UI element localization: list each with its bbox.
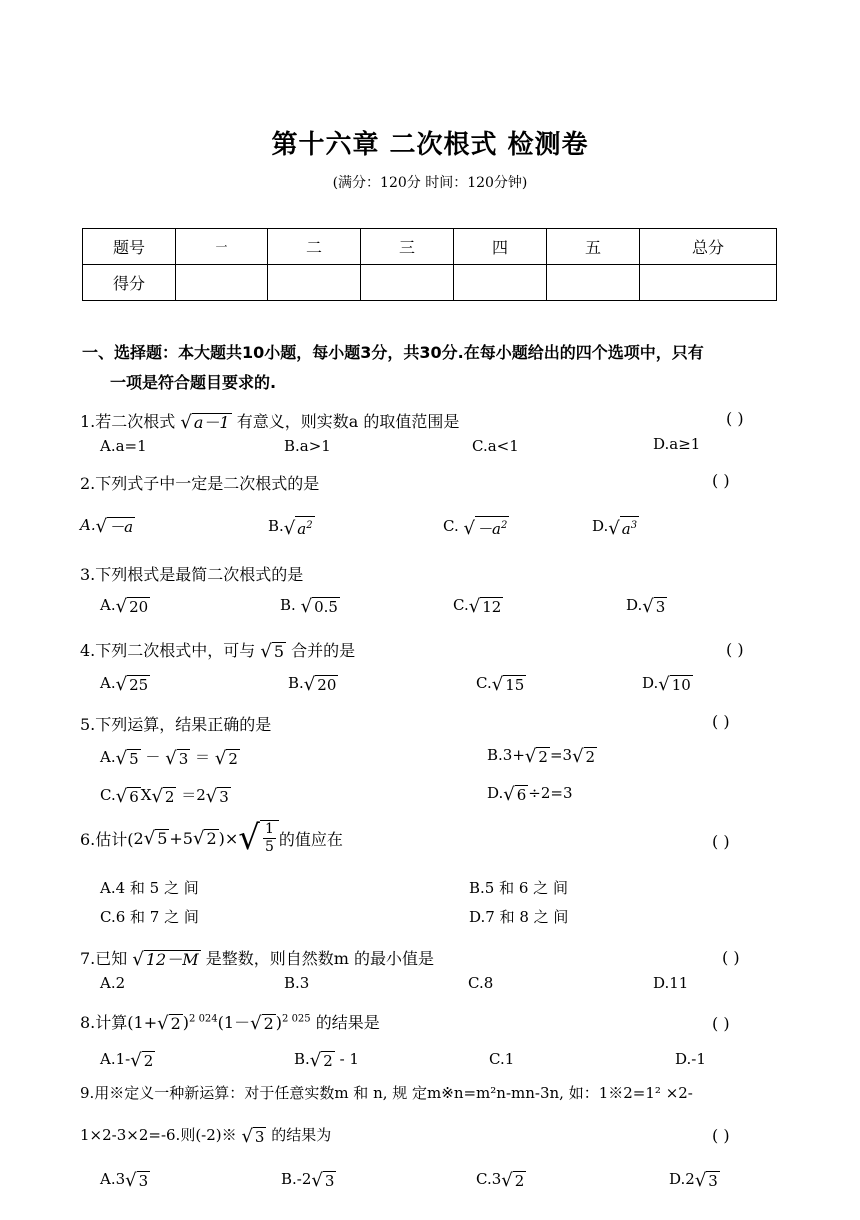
score-input-cell[interactable]	[361, 265, 454, 301]
fraction-radical: √ 1 5	[238, 820, 279, 856]
option-a: A.1- √ 2	[100, 1049, 154, 1071]
score-input-cell[interactable]	[547, 265, 640, 301]
question-2: 2.下列式子中一定是二次根式的是	[80, 474, 320, 493]
option-a: A. √ 5 － √ 3 ＝ √ 2	[100, 747, 238, 769]
answer-paren: ( )	[712, 1126, 730, 1145]
option-b: B.5 和 6 之 间	[469, 879, 568, 897]
question-9-line1: 9.用※定义一种新运算：对于任意实数m 和 n, 规 定m※n=m²n-mn-3n, 如：1※2=1² ×2-	[80, 1084, 693, 1102]
option-d: D.-1	[675, 1050, 706, 1068]
score-input-cell[interactable]	[268, 265, 361, 301]
answer-paren: ( )	[712, 712, 730, 731]
question-8: 8.计算(1+ √ 2 )$^{2 024}$(1－ √ 2 )$^{2 025}$ 的结果是	[80, 1013, 380, 1034]
option-d: D.11	[653, 974, 689, 992]
score-table	[82, 228, 777, 301]
score-row-label: 得分	[83, 265, 176, 301]
question-4: 4.下列二次根式中，可与 √ 5 合并的是	[80, 641, 356, 662]
option-d: D.7 和 8 之 间	[469, 908, 569, 926]
option-c: C.1	[489, 1050, 515, 1068]
question-5: 5.下列运算，结果正确的是	[80, 715, 272, 734]
option-a: A.3 √ 3	[100, 1169, 149, 1191]
option-c: C. √ 6 X √ 2 ＝2 √ 3	[100, 785, 229, 807]
section-heading	[82, 338, 782, 398]
section-line2: 一项是符合题目要求的.	[110, 373, 277, 392]
score-header-cell: 三	[361, 229, 454, 265]
option-d: D. √ 10	[642, 673, 691, 695]
option-a: A. √ 20	[100, 595, 149, 617]
question-3: 3.下列根式是最简二次根式的是	[80, 565, 304, 584]
option-a: A.a=1	[100, 437, 147, 455]
answer-paren: ( )	[712, 832, 730, 851]
option-b: B. √ 0.5	[280, 595, 338, 617]
page-subtitle: (满分：120分 时间：120分钟)	[332, 175, 528, 191]
page-title: 第十六章 二次根式 检测卷	[271, 130, 589, 160]
score-header-cell: 一	[176, 229, 268, 265]
option-a: A.2	[100, 974, 126, 992]
question-9-line2: 1×2-3×2=-6.则(-2)※ √ 3 的结果为	[80, 1125, 332, 1147]
score-input-cell[interactable]	[454, 265, 547, 301]
score-header-cell: 四	[454, 229, 547, 265]
option-b: B. √ 2 - 1	[294, 1049, 359, 1071]
option-c: C.6 和 7 之 间	[100, 908, 199, 926]
score-header-cell: 题号	[83, 229, 176, 265]
option-a: A.4 和 5 之 间	[100, 879, 199, 897]
radical: √ a－1	[180, 412, 230, 433]
option-d: D.2 √ 3	[669, 1169, 718, 1191]
option-c: C.3 √ 2	[476, 1169, 525, 1191]
option-c: C. √ $-a^2$	[443, 517, 508, 539]
question-6: 6.估计( 2 √ 5 +5 √ 2 )× √ 1 5 的值应在	[80, 818, 343, 858]
option-b: B.3+ √ 2 =3 √ 2	[487, 745, 596, 767]
score-input-cell[interactable]	[176, 265, 268, 301]
option-b: B. √ 20	[288, 673, 337, 695]
option-b: B. √ $a^2$	[268, 517, 313, 539]
score-input-cell[interactable]	[640, 265, 777, 301]
option-b: B.3	[284, 974, 310, 992]
option-c: C. √ 15	[476, 673, 525, 695]
score-header-cell: 总分	[640, 229, 777, 265]
answer-paren: ( )	[726, 640, 744, 659]
answer-paren: ( )	[722, 948, 740, 967]
option-b: B.a>1	[284, 437, 331, 455]
option-c: C.a<1	[472, 437, 519, 455]
option-c: C.8	[468, 974, 494, 992]
option-d: D. √ 6 ÷2=3	[487, 783, 573, 805]
option-d: D. √ 3	[626, 595, 666, 617]
answer-paren: ( )	[712, 1014, 730, 1033]
option-a: A. √ －a	[80, 515, 134, 537]
score-header-cell: 五	[547, 229, 640, 265]
answer-paren: ( )	[726, 409, 744, 428]
option-b: B.-2 √ 3	[281, 1169, 335, 1191]
question-1: 1.若二次根式 √ a－1 有意义，则实数a 的取值范围是	[80, 412, 460, 433]
option-a: A. √ 25	[100, 673, 149, 695]
option-d: D. √ $a^3$	[592, 517, 638, 539]
score-header-cell: 二	[268, 229, 361, 265]
option-d: D.a≥1	[653, 435, 701, 453]
question-7: 7.已知 √ 12－M 是整数，则自然数m 的最小值是	[80, 949, 434, 970]
section-line1: 一、选择题：本大题共10小题，每小题3分，共30分.在每小题给出的四个选项中，只有	[82, 343, 704, 362]
answer-paren: ( )	[712, 471, 730, 490]
option-c: C. √ 12	[453, 595, 502, 617]
